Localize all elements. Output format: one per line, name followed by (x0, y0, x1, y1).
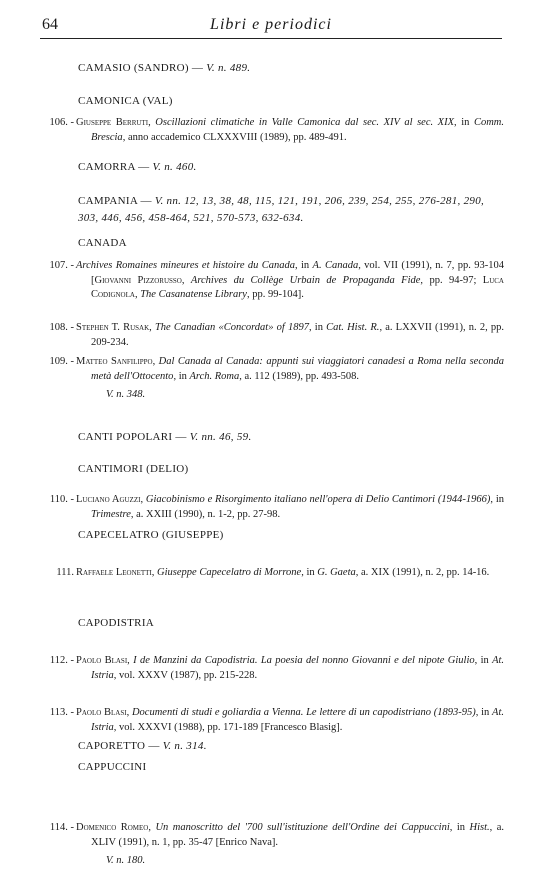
italic-text: Trimestre (91, 508, 131, 520)
citation-text: CAPORETTO — (78, 740, 163, 752)
italic-text: Archives Romaines mineures et histoire du Canada (76, 260, 296, 271)
entry-text (76, 566, 504, 581)
author-name: Domenico Romeo (76, 822, 149, 833)
subject-heading: CANTIMORI (DELIO) (78, 463, 189, 475)
author-name: Stephen T. Rusak (76, 322, 150, 333)
italic-text: Dal Canada al Canada: appunti sui viaggiatori canadesi a Roma nella seconda metà dell'Ottocento (91, 356, 504, 382)
citation-text: , in (454, 117, 474, 128)
italic-text: Documenti di studi e goliardia a Vienna. Le lettere di un capodistriano (1893-95) (131, 707, 476, 718)
author-name: Raffaele Leonetti (76, 567, 152, 578)
subject-heading: CAPPUCCINI (78, 761, 147, 773)
italic-text: Giacobinismo e Risorgimento italiano nell'opera di Delio Cantimori (1944-1966) (145, 494, 491, 505)
citation-text: , (151, 567, 158, 578)
italic-text: V. nn. 46, 59. (189, 431, 252, 443)
italic-text: V. n. 489. (206, 62, 251, 74)
bibliography-entry (34, 566, 504, 581)
citation-text: CANTI POPOLARI — (78, 431, 190, 443)
entry-text (76, 259, 504, 303)
page-number: 64 (42, 16, 58, 33)
entry-number: 110. - (49, 494, 74, 505)
entry-number: 107. - (49, 260, 74, 271)
bibliography-entry (34, 355, 504, 403)
italic-text: V. n. 314. (162, 740, 207, 752)
see-also-reference: V. n. 348. (106, 389, 146, 400)
citation-text: , in (308, 322, 327, 333)
citation-text: , pp. 99-104]. (246, 289, 304, 300)
entry-text (76, 116, 504, 145)
citation-text: CAMORRA — (78, 161, 153, 173)
subject-heading: CAPODISTRIA (78, 617, 155, 629)
citation-text: , in (295, 260, 313, 271)
italic-text: The Canadian «Concordat» of 1897 (154, 322, 309, 333)
citation-text: , (148, 117, 156, 128)
citation-text: , (140, 494, 146, 505)
citation-text: , in (475, 707, 493, 718)
bibliography-entry (34, 493, 504, 522)
subject-heading: CAMONICA (VAL) (78, 95, 173, 107)
entry-text (76, 355, 504, 403)
citation-text: , vol. VII (1991), n. 7, pp. 93-104 [ (91, 260, 504, 286)
citation-text: , (181, 274, 191, 286)
citation-text: , (149, 322, 155, 333)
bibliography-entry (34, 706, 504, 735)
see-also-reference: V. n. 180. (106, 855, 146, 866)
citation-text: , (152, 356, 159, 367)
bibliography-entry (34, 321, 504, 350)
citation-text: , in (490, 494, 504, 505)
italic-text: G. Gaeta (317, 567, 356, 578)
italic-text: A. Canada (312, 260, 359, 271)
italic-text: Cat. Hist. R. (326, 322, 380, 333)
author-name: Luca Codignola (91, 274, 504, 300)
entry-number: 114. - (49, 822, 74, 833)
italic-text: V. n. 460. (152, 161, 197, 173)
italic-text: Comm. Brescia (91, 117, 505, 143)
entry-number: 108. - (49, 322, 74, 333)
citation-text: CAMPANIA — (78, 195, 155, 207)
citation-text: , vol. XXXV (1987), pp. 215-228. (113, 669, 258, 681)
bibliography-entry (34, 259, 504, 303)
entry-number: 111. (56, 567, 74, 578)
entry-text (76, 321, 504, 350)
author-name: Paolo Blasi (76, 707, 127, 718)
subject-heading: CANADA (78, 237, 127, 249)
entry-number: 113. - (49, 707, 74, 718)
italic-text: Oscillazioni climatiche in Valle Camonica dal sec. XIV al sec. XIX (155, 117, 455, 128)
citation-text: , a. LXXVII (1991), n. 2, pp. 209-234. (91, 322, 505, 348)
entry-number: 109. - (49, 356, 74, 367)
citation-text: , anno accademico CLXXXVIII (1989), pp. 489-491. (122, 131, 347, 143)
author-name: Giovanni Pizzorusso (94, 274, 182, 286)
running-title: Libri e periodici (210, 16, 332, 33)
citation-text: , a. 112 (1989), pp. 493-508. (239, 370, 360, 382)
citation-text: , a. XLIV (1991), n. 1, pp. 35-47 [Enrico Nava]. (91, 822, 505, 848)
cross-reference (78, 61, 506, 76)
citation-text: , in (301, 567, 318, 578)
bibliography-entry (34, 116, 504, 145)
author-name: Giuseppe Berruti (76, 117, 149, 128)
entry-text (76, 706, 504, 735)
entry-text (76, 821, 504, 869)
citation-text: , a. XXIII (1990), n. 1-2, pp. 27-98. (130, 508, 281, 520)
citation-text: , (134, 289, 141, 300)
italic-text: At. Istria (91, 707, 504, 733)
italic-text: Giuseppe Capecelatro di Morrone (157, 567, 302, 578)
italic-text: The Casanatense Library (140, 289, 247, 300)
page-header (40, 8, 502, 39)
italic-text: Archives du Collège Urbain de Propaganda Fide (190, 274, 421, 286)
citation-text: , in (474, 655, 493, 666)
citation-text: , pp. 94-97; (420, 274, 483, 286)
entry-number: 112. - (49, 655, 74, 666)
bibliography-entry (34, 821, 504, 869)
citation-text: , (126, 707, 132, 718)
citation-text: , (127, 655, 134, 666)
entry-text (76, 493, 504, 522)
author-name: Luciano Aguzzi (76, 494, 141, 505)
author-name: Paolo Blasi (76, 655, 128, 666)
italic-text: V. nn. 12, 13, 38, 48, 115, 121, 191, 206, 239, 254, 255, 276-281, 290, 303, 446, 456, 458-464, 521, 570-573, 632-634. (78, 195, 485, 224)
italic-text: At. Istria (91, 655, 505, 681)
cross-reference (78, 739, 506, 754)
entry-text (76, 654, 504, 683)
citation-text: , in (173, 370, 190, 382)
author-name: Matteo Sanfilippo (76, 356, 153, 367)
citation-text: , vol. XXXVI (1988), pp. 171-189 [Francesco Blasig]. (113, 721, 343, 733)
citation-text: , in (449, 822, 470, 833)
citation-text: , (148, 822, 156, 833)
italic-text: I de Manzini da Capodistria. La poesia del nonno Giovanni e del nipote Giulio (133, 655, 475, 666)
cross-reference (78, 160, 506, 175)
italic-text: Un manoscritto del '700 sull'istituzione dell'Ordine dei Cappuccini (155, 822, 450, 833)
cross-reference (78, 430, 506, 445)
subject-heading: CAPECELATRO (GIUSEPPE) (78, 529, 224, 541)
italic-text: Hist. (469, 822, 490, 833)
bibliography-entry (34, 654, 504, 683)
entry-number: 106. - (49, 117, 74, 128)
cross-reference (78, 193, 506, 227)
italic-text: Arch. Roma (189, 370, 240, 382)
citation-text: , a. XIX (1991), n. 2, pp. 14-16. (355, 567, 490, 578)
citation-text: CAMASIO (SANDRO) — (78, 62, 207, 74)
